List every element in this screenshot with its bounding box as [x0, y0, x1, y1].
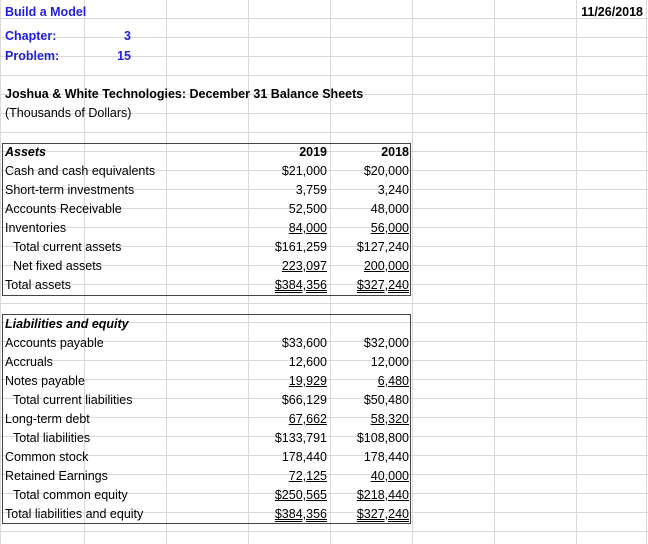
value-2019: $33,600 — [281, 336, 327, 350]
row-value-2019[interactable] — [248, 429, 330, 448]
row-value-2018[interactable] — [330, 448, 412, 467]
row-value-2019[interactable] — [248, 181, 330, 200]
value-2019: $161,259 — [274, 240, 327, 254]
value-2019: $66,129 — [281, 393, 327, 407]
date-cell[interactable]: 11/26/2018 — [581, 5, 643, 19]
row-label[interactable]: Common stock — [5, 450, 89, 464]
chapter-value[interactable]: 3 — [124, 29, 131, 43]
row-value-2018[interactable] — [330, 391, 412, 410]
row-value-2018[interactable] — [330, 486, 412, 505]
value-2019: 19,929 — [288, 374, 327, 388]
row-value-2018[interactable] — [330, 200, 412, 219]
value-2018: $327,240 — [356, 507, 409, 521]
row-label[interactable]: Total liabilities and equity — [5, 507, 144, 521]
row-label[interactable]: Net fixed assets — [13, 259, 102, 273]
value-2019: 72,125 — [288, 469, 327, 483]
row-value-2018[interactable] — [330, 410, 412, 429]
row-value-2019[interactable] — [248, 219, 330, 238]
row-value-2018[interactable] — [330, 257, 412, 276]
value-2018: $32,000 — [363, 336, 409, 350]
value-2019: 12,600 — [288, 355, 327, 369]
row-value-2019[interactable] — [248, 200, 330, 219]
model-title[interactable]: Build a Model — [5, 5, 87, 19]
value-2019: 3,759 — [295, 183, 327, 197]
value-2019: $384,356 — [274, 507, 327, 521]
row-value-2019[interactable] — [248, 257, 330, 276]
row-label[interactable]: Total common equity — [13, 488, 128, 502]
column-divider — [412, 0, 413, 544]
row-label[interactable]: Inventories — [5, 221, 67, 235]
row-value-2019[interactable] — [248, 276, 330, 295]
value-2019: $133,791 — [274, 431, 327, 445]
row-value-2019[interactable] — [248, 334, 330, 353]
column-divider — [646, 0, 647, 544]
row-label[interactable]: Long-term debt — [5, 412, 90, 426]
row-label[interactable]: Total current liabilities — [13, 393, 133, 407]
row-label[interactable]: Short-term investments — [5, 183, 135, 197]
row-value-2019[interactable] — [248, 162, 330, 181]
row-label[interactable]: Notes payable — [5, 374, 85, 388]
value-2019: $21,000 — [281, 164, 327, 178]
row-value-2019[interactable] — [248, 372, 330, 391]
value-2018: $127,240 — [356, 240, 409, 254]
assets-heading[interactable]: Assets — [5, 145, 46, 159]
row-label[interactable]: Total assets — [5, 278, 72, 292]
row-label[interactable]: Accounts Receivable — [5, 202, 122, 216]
chapter-label[interactable]: Chapter: — [5, 29, 57, 43]
row-value-2018[interactable] — [330, 372, 412, 391]
row-value-2018[interactable] — [330, 238, 412, 257]
value-2018: $218,440 — [356, 488, 409, 502]
liabilities-heading[interactable]: Liabilities and equity — [5, 317, 129, 331]
value-2019: $250,565 — [274, 488, 327, 502]
value-2018: $50,480 — [363, 393, 409, 407]
sheet-subtitle[interactable]: (Thousands of Dollars) — [5, 106, 132, 120]
value-2018: 178,440 — [363, 450, 409, 464]
value-2018: 200,000 — [363, 259, 409, 273]
value-2018: $20,000 — [363, 164, 409, 178]
value-2019: 52,500 — [288, 202, 327, 216]
row-label[interactable]: Total current assets — [13, 240, 122, 254]
column-divider — [494, 0, 495, 544]
row-value-2018[interactable] — [330, 467, 412, 486]
row-value-2018[interactable] — [330, 219, 412, 238]
row-value-2018[interactable] — [330, 505, 412, 524]
row-label[interactable]: Cash and cash equivalents — [5, 164, 156, 178]
value-2018: 3,240 — [377, 183, 409, 197]
row-label[interactable]: Retained Earnings — [5, 469, 108, 483]
column-divider — [576, 0, 577, 544]
row-value-2018[interactable] — [330, 162, 412, 181]
value-2018: 48,000 — [370, 202, 409, 216]
sheet-title[interactable]: Joshua & White Technologies: December 31 Balance Sheets — [5, 87, 364, 101]
row-value-2018[interactable] — [330, 181, 412, 200]
row-value-2019[interactable] — [248, 467, 330, 486]
row-value-2019[interactable] — [248, 448, 330, 467]
value-2018: 6,480 — [377, 374, 409, 388]
problem-value[interactable]: 15 — [117, 49, 131, 63]
col-2019-header[interactable]: 2019 — [299, 145, 327, 159]
col-2018-header[interactable]: 2018 — [381, 145, 409, 159]
row-value-2018[interactable] — [330, 429, 412, 448]
row-label[interactable]: Total liabilities — [13, 431, 91, 445]
value-2018: 56,000 — [370, 221, 409, 235]
row-value-2019[interactable] — [248, 505, 330, 524]
value-2018: 40,000 — [370, 469, 409, 483]
problem-label[interactable]: Problem: — [5, 49, 60, 63]
value-2018: 12,000 — [370, 355, 409, 369]
value-2019: 84,000 — [288, 221, 327, 235]
value-2019: $384,356 — [274, 278, 327, 292]
value-2018: 58,320 — [370, 412, 409, 426]
row-value-2019[interactable] — [248, 238, 330, 257]
value-2018: $108,800 — [356, 431, 409, 445]
value-2019: 178,440 — [281, 450, 327, 464]
row-value-2019[interactable] — [248, 410, 330, 429]
row-value-2018[interactable] — [330, 276, 412, 295]
row-value-2019[interactable] — [248, 391, 330, 410]
value-2019: 67,662 — [288, 412, 327, 426]
row-value-2019[interactable] — [248, 353, 330, 372]
value-2019: 223,097 — [281, 259, 327, 273]
value-2018: $327,240 — [356, 278, 409, 292]
row-value-2019[interactable] — [248, 486, 330, 505]
row-label[interactable]: Accounts payable — [5, 336, 104, 350]
row-value-2018[interactable] — [330, 334, 412, 353]
row-label[interactable]: Accruals — [5, 355, 53, 369]
row-value-2018[interactable] — [330, 353, 412, 372]
